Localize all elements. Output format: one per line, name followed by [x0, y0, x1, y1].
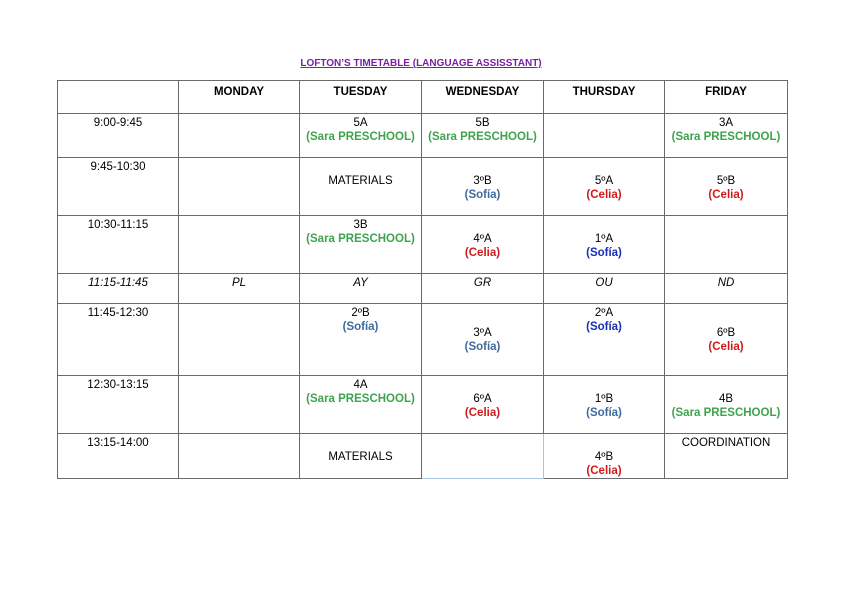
class-code: 3ºA: [473, 327, 492, 339]
time-slot: 11:45-12:30: [58, 304, 179, 376]
cell-tuesday: AY: [300, 274, 422, 304]
timetable: [57, 80, 788, 479]
cell-friday: ND: [665, 274, 788, 304]
class-code: 4A: [353, 379, 368, 391]
class-code: 3ºB: [473, 175, 492, 187]
page-title: LOFTON’S TIMETABLE (LANGUAGE ASSISSTANT): [300, 58, 542, 69]
class-code: 4ºB: [594, 451, 614, 463]
cell-thursday: [544, 434, 665, 479]
cell-thursday: [544, 376, 665, 434]
class-code: 5ºA: [594, 175, 614, 187]
cell-monday: [179, 114, 300, 158]
teacher-name: (Celia): [464, 247, 501, 259]
cell-tuesday: [300, 114, 422, 158]
class-code: 2ºA: [594, 307, 614, 319]
cell-monday: [179, 216, 300, 274]
cell-wednesday: GR: [422, 274, 544, 304]
table-row: [58, 274, 788, 304]
header-thursday: THURSDAY: [544, 81, 665, 114]
teacher-name: (Celia): [708, 341, 744, 353]
header-wednesday: WEDNESDAY: [422, 81, 544, 114]
cell-wednesday: [422, 216, 544, 274]
cell-monday: [179, 158, 300, 216]
cell-thursday: [544, 216, 665, 274]
cell-thursday: [544, 158, 665, 216]
class-code: 2ºB: [351, 307, 370, 319]
cell-thursday: [544, 114, 665, 158]
cell-tuesday: [300, 158, 422, 216]
cell-wednesday: [422, 114, 544, 158]
teacher-name: (Sofía): [586, 247, 622, 259]
cell-friday: [665, 376, 788, 434]
class-code: 6ºA: [473, 393, 492, 405]
time-slot: 9:45-10:30: [58, 158, 179, 216]
cell-wednesday: [422, 304, 544, 376]
class-code: 6ºB: [716, 327, 736, 339]
cell-tuesday: [300, 376, 422, 434]
teacher-name: (Sara PRESCHOOL): [306, 393, 415, 405]
teacher-name: (Sofía): [586, 321, 622, 333]
time-slot: 9:00-9:45: [58, 114, 179, 158]
cell-tuesday: [300, 216, 422, 274]
cell-tuesday: [300, 434, 422, 479]
cell-monday: [179, 434, 300, 479]
cell-monday: [179, 304, 300, 376]
cell-friday: [665, 216, 788, 274]
teacher-name: (Sara PRESCHOOL): [428, 131, 537, 143]
teacher-name: (Sofía): [342, 321, 379, 333]
class-code: MATERIALS: [328, 451, 393, 463]
class-code: MATERIALS: [328, 175, 393, 187]
teacher-name: (Sara PRESCHOOL): [671, 131, 781, 143]
table-row: [58, 216, 788, 274]
class-code: 5B: [475, 117, 490, 129]
cell-friday: [665, 114, 788, 158]
class-code: 5A: [353, 117, 368, 129]
class-code: 1ºB: [594, 393, 614, 405]
teacher-name: (Sofía): [464, 341, 501, 353]
table-row: [58, 434, 788, 479]
teacher-name: (Sofía): [464, 189, 501, 201]
teacher-name: (Sara PRESCHOOL): [306, 233, 415, 245]
cell-wednesday: [422, 158, 544, 216]
class-code: 1ºA: [594, 233, 614, 245]
header-row: [58, 81, 788, 114]
teacher-name: (Sara PRESCHOOL): [306, 131, 415, 143]
cell-tuesday: [300, 304, 422, 376]
table-row: [58, 158, 788, 216]
cell-wednesday: [422, 434, 544, 479]
teacher-name: (Sara PRESCHOOL): [671, 407, 781, 419]
cell-friday: [665, 304, 788, 376]
header-friday: FRIDAY: [665, 81, 788, 114]
cell-monday: PL: [179, 274, 300, 304]
cell-friday: [665, 158, 788, 216]
table-row: [58, 304, 788, 376]
header-monday: MONDAY: [179, 81, 300, 114]
cell-monday: [179, 376, 300, 434]
class-code: 4B: [718, 393, 734, 405]
class-code: COORDINATION: [681, 437, 771, 449]
teacher-name: (Celia): [586, 465, 622, 477]
class-code: 3A: [718, 117, 734, 129]
header-tuesday: TUESDAY: [300, 81, 422, 114]
table-row: [58, 114, 788, 158]
time-slot: 12:30-13:15: [58, 376, 179, 434]
teacher-name: (Celia): [586, 189, 622, 201]
header-corner: [58, 81, 179, 114]
teacher-name: (Sofía): [586, 407, 622, 419]
cell-friday: [665, 434, 788, 479]
class-code: 5ºB: [716, 175, 736, 187]
cell-thursday: [544, 304, 665, 376]
table-row: [58, 376, 788, 434]
class-code: 4ºA: [473, 233, 492, 245]
time-slot: 10:30-11:15: [58, 216, 179, 274]
teacher-name: (Celia): [464, 407, 501, 419]
time-slot: 13:15-14:00: [58, 434, 179, 479]
class-code: 3B: [353, 219, 368, 231]
teacher-name: (Celia): [708, 189, 744, 201]
time-slot: 11:15-11:45: [58, 274, 179, 304]
cell-wednesday: [422, 376, 544, 434]
cell-thursday: OU: [544, 274, 665, 304]
